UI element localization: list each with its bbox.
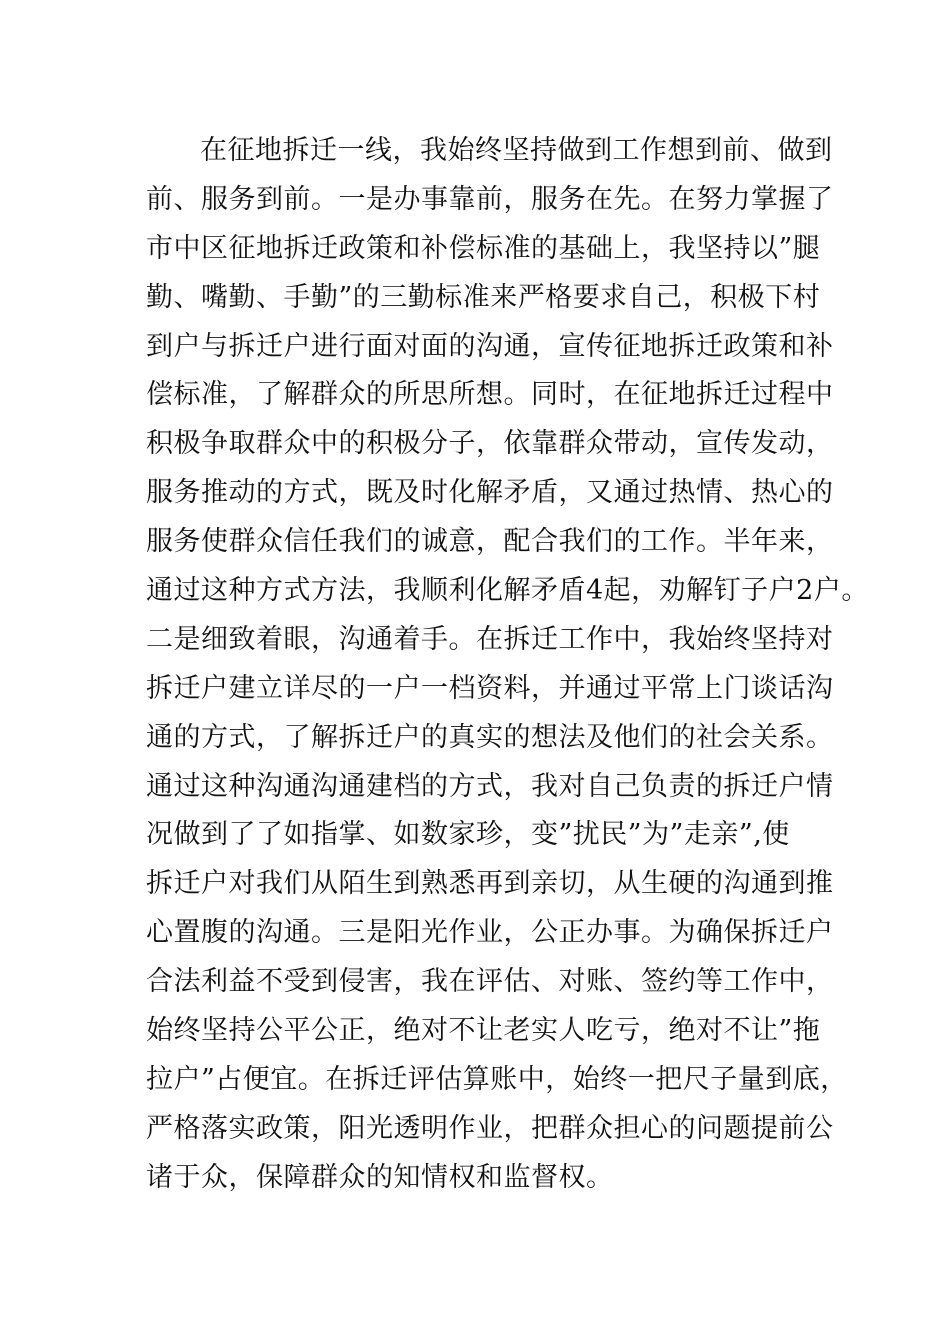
text-line-17: 心置腹的沟通。三是阳光作业，公正办事。为确保拆迁户 (146, 917, 834, 949)
text-line-3: 市中区征地拆迁政策和补偿标准的基础上，我坚持以”腿 (146, 232, 821, 264)
text-line-1: 在征地拆迁一线，我始终坚持做到工作想到前、做到 (200, 135, 833, 166)
text-line-14: 通过这种沟通沟通建档的方式，我对自己负责的拆迁户情 (146, 770, 834, 802)
text-line-13: 通的方式，了解拆迁户的真实的想法及他们的社会关系。 (146, 721, 834, 753)
text-line-12: 拆迁户建立详尽的一户一档资料，并通过平常上门谈话沟 (146, 672, 834, 704)
text-line-20: 拉户”占便宜。在拆迁评估算账中，始终一把尺子量到底， (146, 1063, 848, 1095)
text-line-6: 偿标准，了解群众的所思所想。同时，在征地拆迁过程中 (146, 379, 834, 411)
text-line-8: 服务推动的方式，既及时化解矛盾，又通过热情、热心的 (146, 477, 834, 509)
text-line-21: 严格落实政策，阳光透明作业，把群众担心的问题提前公 (146, 1112, 834, 1144)
text-line-2: 前、服务到前。一是办事靠前，服务在先。在努力掌握了 (146, 183, 834, 215)
body-paragraph (146, 127, 869, 1203)
text-line-9: 服务使群众信任我们的诚意，配合我们的工作。半年来， (146, 526, 834, 558)
text-line-18: 合法利益不受到侵害，我在评估、对账、签约等工作中， (146, 966, 834, 998)
text-line-16: 拆迁户对我们从陌生到熟悉再到亲切，从生硬的沟通到推 (146, 868, 834, 900)
text-line-5: 到户与拆迁户进行面对面的沟通，宣传征地拆迁政策和补 (146, 330, 834, 362)
text-line-10: 通过这种方式方法，我顺利化解矛盾4起，劝解钉子户2户。 (146, 575, 869, 607)
text-line-19: 始终坚持公平公正，绝对不让老实人吃亏，绝对不让”拖 (146, 1015, 821, 1047)
text-line-4: 勤、嘴勤、手勤”的三勤标准来严格要求自己，积极下村 (146, 281, 821, 313)
text-line-11: 二是细致着眼，沟通着手。在拆迁工作中，我始终坚持对 (146, 623, 834, 655)
text-line-7: 积极争取群众中的积极分子，依靠群众带动，宣传发动， (146, 428, 834, 460)
text-line-22: 诸于众，保障群众的知情权和监督权。 (146, 1161, 614, 1193)
text-line-15: 况做到了了如指掌、如数家珍，变”扰民”为”走亲”,使 (146, 819, 790, 851)
